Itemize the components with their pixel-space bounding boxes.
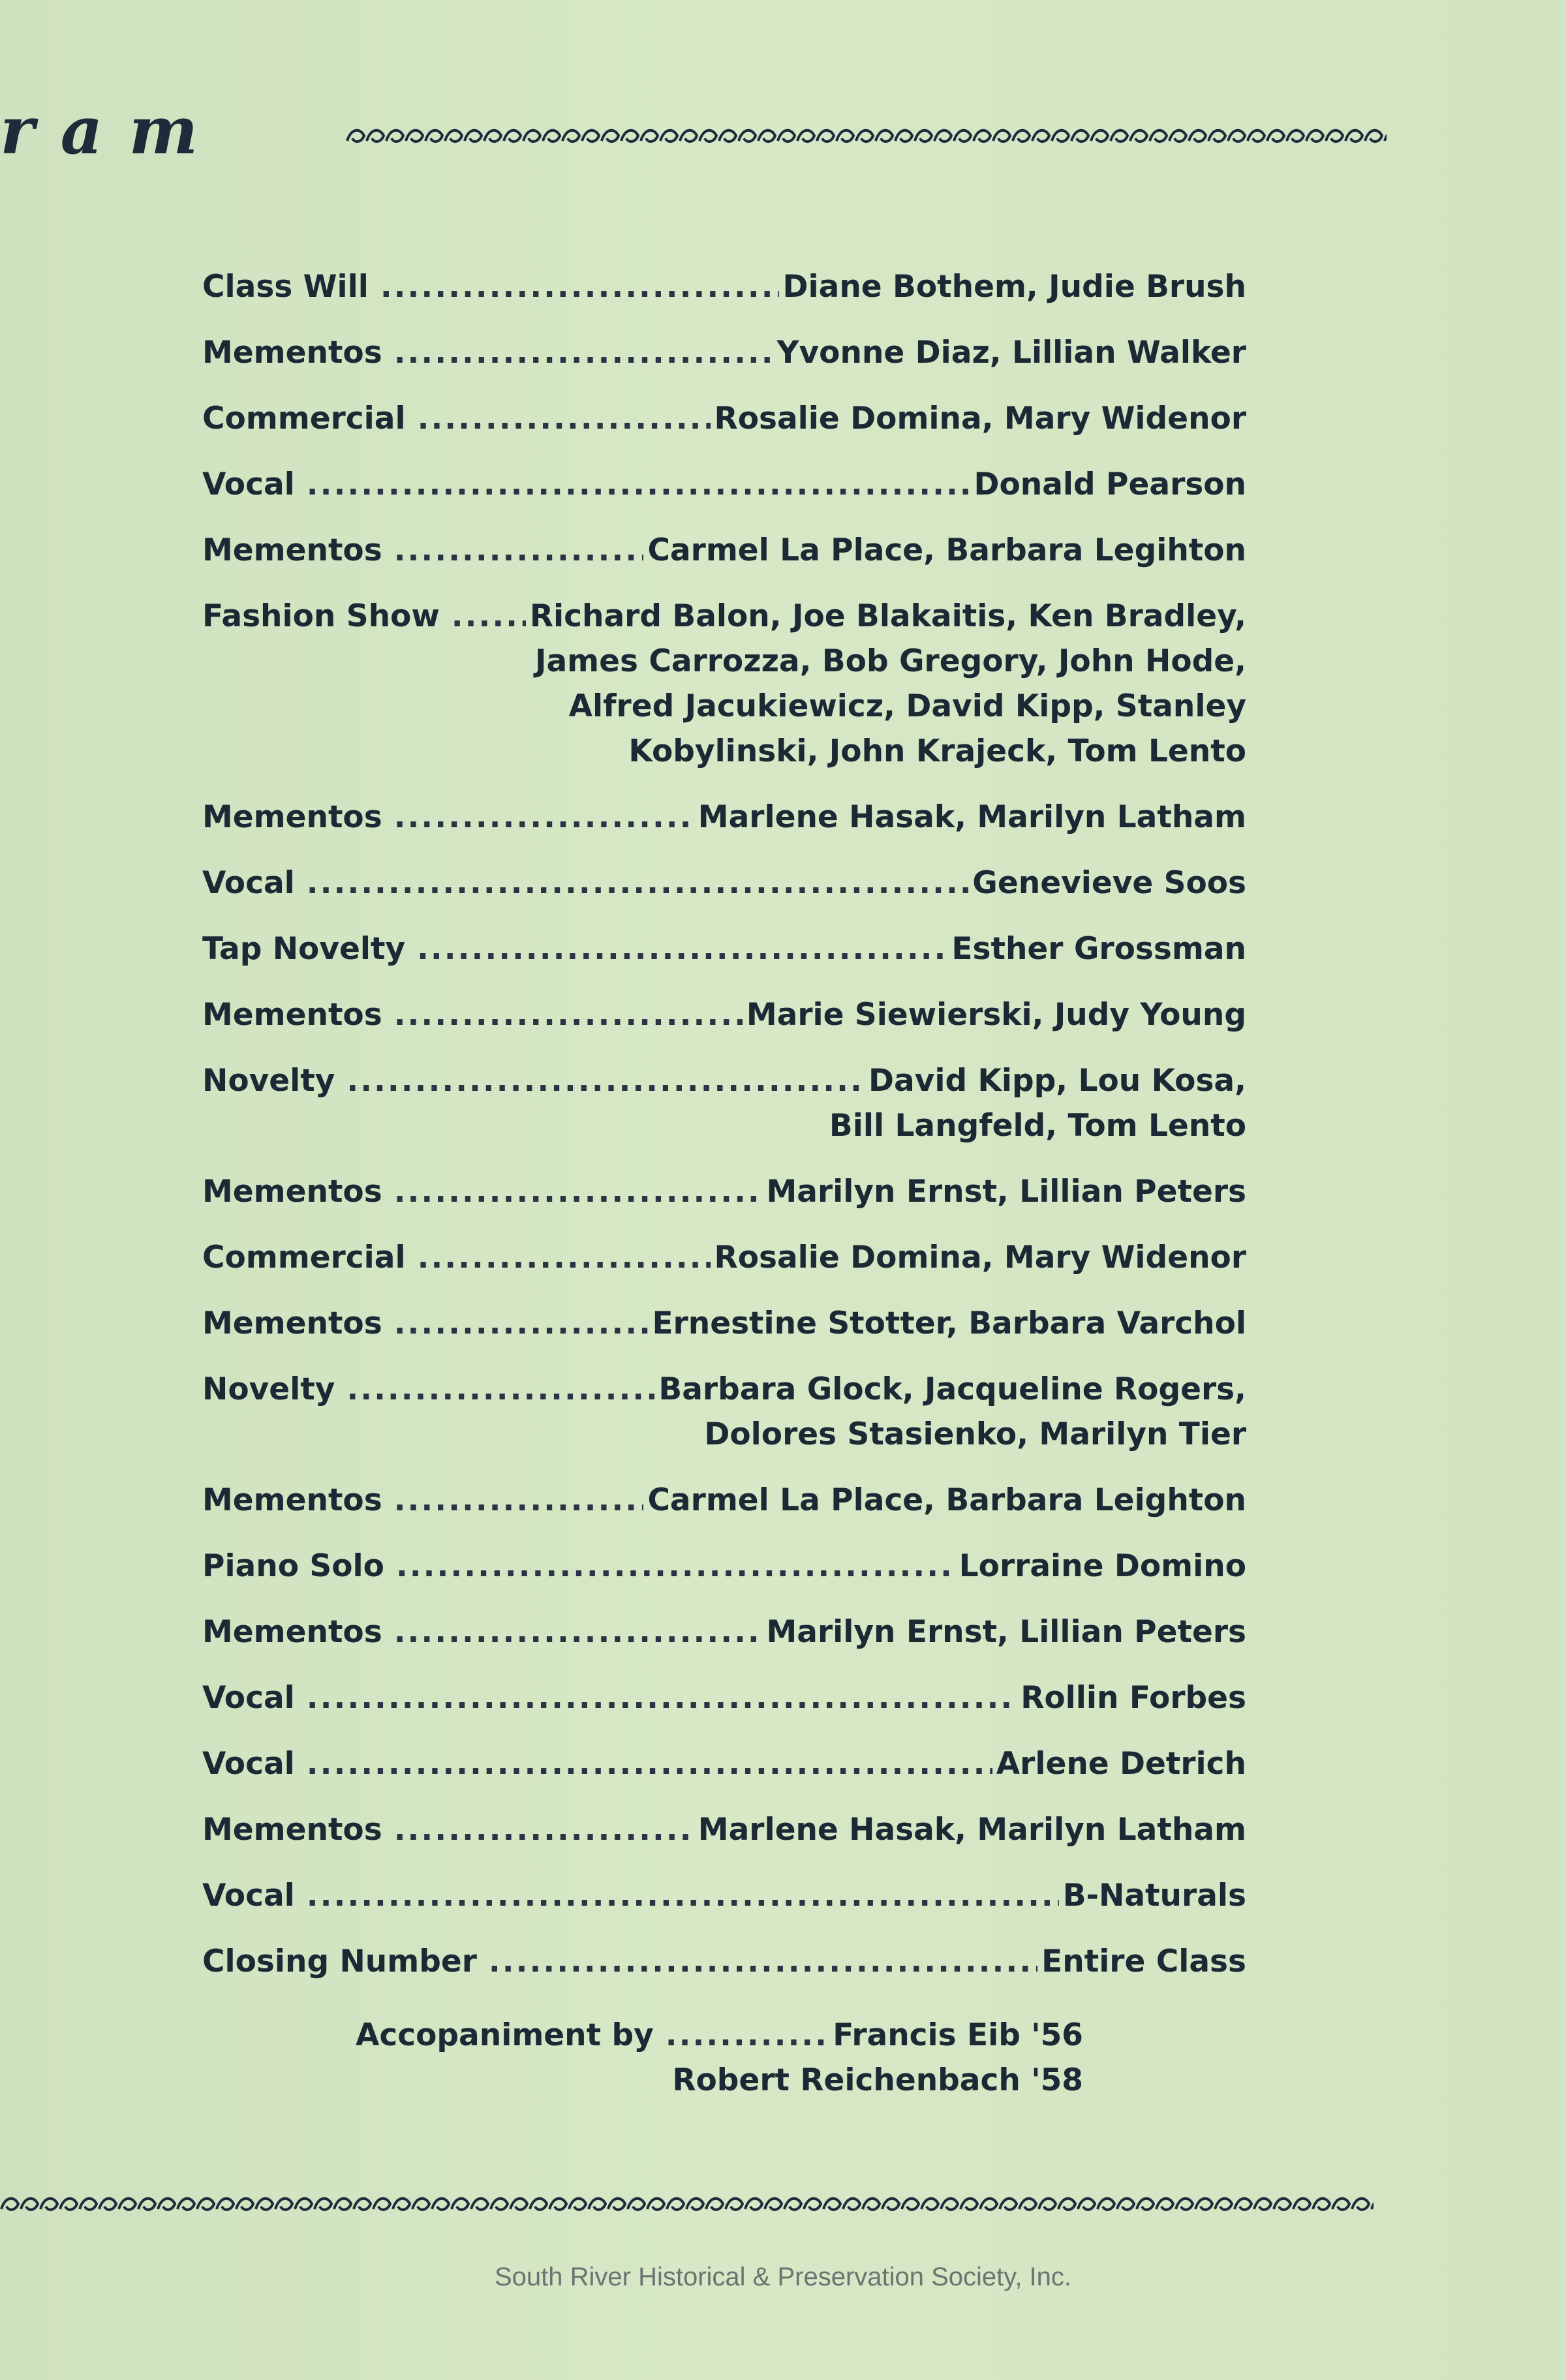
- dot-leader: [394, 992, 743, 1037]
- performer-names-continued: [202, 639, 1246, 774]
- rope-border-bottom-icon: [0, 2191, 1374, 2217]
- program-item-label: Vocal: [202, 1878, 295, 1914]
- dot-leader: [346, 1367, 654, 1412]
- program-row: [202, 528, 1246, 573]
- rope-border-top-icon: [346, 123, 1387, 149]
- dot-leader: [452, 594, 526, 639]
- performer-names: Donald Pearson: [974, 466, 1246, 502]
- dot-leader: [394, 795, 694, 840]
- dot-leader: [666, 2013, 829, 2058]
- accompanist-name: Francis Eib '56: [833, 2017, 1083, 2053]
- program-row: [202, 926, 1246, 971]
- accompanist-name: Robert Reichenbach '58: [672, 2062, 1083, 2098]
- program-row: [202, 992, 1246, 1037]
- performer-names: David Kipp, Lou Kosa,: [868, 1063, 1246, 1099]
- performer-names-continued: [202, 1412, 1246, 1457]
- dot-leader: [489, 1939, 1037, 1984]
- dot-leader: [307, 861, 969, 906]
- dot-leader: [380, 264, 779, 309]
- performer-names: Diane Bothem, Judie Brush: [782, 269, 1246, 305]
- dot-leader: [394, 1301, 649, 1346]
- program-item-label: Mementos: [202, 335, 382, 371]
- dot-leader: [418, 396, 711, 441]
- performer-names: Genevieve Soos: [972, 865, 1246, 901]
- accompaniment: [356, 2013, 1083, 2103]
- performer-names-line: Alfred Jacukiewicz, David Kipp, Stanley: [568, 688, 1246, 724]
- program-item-label: Vocal: [202, 865, 295, 901]
- program-item-label: Novelty: [202, 1371, 335, 1407]
- performer-names-line: James Carrozza, Bob Gregory, John Hode,: [534, 643, 1246, 679]
- dot-leader: [394, 1169, 763, 1214]
- performer-names: Carmel La Place, Barbara Leighton: [647, 1482, 1246, 1518]
- performer-names: Carmel La Place, Barbara Legihton: [647, 532, 1246, 568]
- performer-names: Rosalie Domina, Mary Widenor: [714, 1240, 1246, 1275]
- program-row: [202, 264, 1246, 309]
- program-item-label: Mementos: [202, 1812, 382, 1848]
- accompaniment-label: Accopaniment by: [356, 2017, 654, 2053]
- program-row: [202, 1807, 1246, 1852]
- performer-names-line: Bill Langfeld, Tom Lento: [829, 1108, 1246, 1144]
- program-row: [202, 1058, 1246, 1103]
- performer-names-continued: [202, 1103, 1246, 1148]
- performer-names: Marilyn Ernst, Lillian Peters: [766, 1174, 1246, 1210]
- program-row: [202, 861, 1246, 906]
- program-row: [202, 1235, 1246, 1280]
- program-item-label: Mementos: [202, 1614, 382, 1650]
- program-row: [202, 1544, 1246, 1589]
- program-item-label: Piano Solo: [202, 1548, 384, 1584]
- performer-names: Barbara Glock, Jacqueline Rogers,: [658, 1371, 1246, 1407]
- program-item-label: Commercial: [202, 401, 406, 436]
- performer-names: Marie Siewierski, Judy Young: [746, 997, 1246, 1033]
- dot-leader: [394, 1610, 763, 1655]
- dot-leader: [418, 1235, 711, 1280]
- performer-names: Rollin Forbes: [1021, 1680, 1246, 1716]
- program-row: [202, 330, 1246, 375]
- program-row: [202, 1873, 1246, 1918]
- program-item-label: Novelty: [202, 1063, 335, 1099]
- performer-names: Yvonne Diaz, Lillian Walker: [776, 335, 1246, 371]
- dot-leader: [307, 1741, 992, 1786]
- program-row: [202, 1169, 1246, 1214]
- performer-names: Marlene Hasak, Marilyn Latham: [698, 1812, 1246, 1848]
- program-item-label: Tap Novelty: [202, 931, 406, 967]
- performer-names: Marlene Hasak, Marilyn Latham: [698, 799, 1246, 835]
- dot-leader: [396, 1544, 955, 1589]
- performer-names-line: Dolores Stasienko, Marilyn Tier: [704, 1416, 1246, 1452]
- program-item-label: Commercial: [202, 1240, 406, 1275]
- program-item-label: Mementos: [202, 1482, 382, 1518]
- program-item-label: Mementos: [202, 532, 382, 568]
- dot-leader: [394, 1807, 694, 1852]
- performer-names-line: Kobylinski, John Krajeck, Tom Lento: [628, 733, 1246, 769]
- program-item-label: Mementos: [202, 1174, 382, 1210]
- page-title: ram: [0, 92, 224, 169]
- dot-leader: [346, 1058, 865, 1103]
- program-item-label: Mementos: [202, 799, 382, 835]
- program-row: [202, 1301, 1246, 1346]
- program-row: [202, 1367, 1246, 1412]
- dot-leader: [394, 528, 644, 573]
- program-row: [202, 462, 1246, 507]
- program-item-label: Vocal: [202, 1746, 295, 1782]
- program-row: [202, 795, 1246, 840]
- program-row: [202, 1675, 1246, 1720]
- program-list: [202, 264, 1246, 2005]
- footer-credit: South River Historical & Preservation Society, Inc.: [494, 2263, 1072, 2291]
- performer-names: Richard Balon, Joe Blakaitis, Ken Bradley,: [529, 598, 1246, 634]
- dot-leader: [417, 926, 947, 971]
- dot-leader: [307, 1873, 1059, 1918]
- program-item-label: Closing Number: [202, 1944, 477, 1979]
- dot-leader: [307, 1675, 1017, 1720]
- program-item-label: Mementos: [202, 1305, 382, 1341]
- program-item-label: Vocal: [202, 466, 295, 502]
- program-item-label: Class Will: [202, 269, 369, 305]
- performer-names: Ernestine Stotter, Barbara Varchol: [652, 1305, 1246, 1341]
- performer-names: Rosalie Domina, Mary Widenor: [714, 401, 1246, 436]
- dot-leader: [394, 1478, 644, 1523]
- performer-names: B-Naturals: [1062, 1878, 1246, 1914]
- program-item-label: Mementos: [202, 997, 382, 1033]
- program-row: [202, 594, 1246, 639]
- performer-names: Marilyn Ernst, Lillian Peters: [766, 1614, 1246, 1650]
- program-row: [202, 1478, 1246, 1523]
- program-row: [202, 1939, 1246, 1984]
- performer-names: Arlene Detrich: [996, 1746, 1246, 1782]
- dot-leader: [307, 462, 970, 507]
- program-item-label: Fashion Show: [202, 598, 440, 634]
- program-row: [202, 396, 1246, 441]
- program-row: [202, 1610, 1246, 1655]
- performer-names: Esther Grossman: [951, 931, 1246, 967]
- dot-leader: [394, 330, 773, 375]
- program-row: [202, 1741, 1246, 1786]
- program-item-label: Vocal: [202, 1680, 295, 1716]
- performer-names: Entire Class: [1041, 1944, 1246, 1979]
- performer-names: Lorraine Domino: [959, 1548, 1246, 1584]
